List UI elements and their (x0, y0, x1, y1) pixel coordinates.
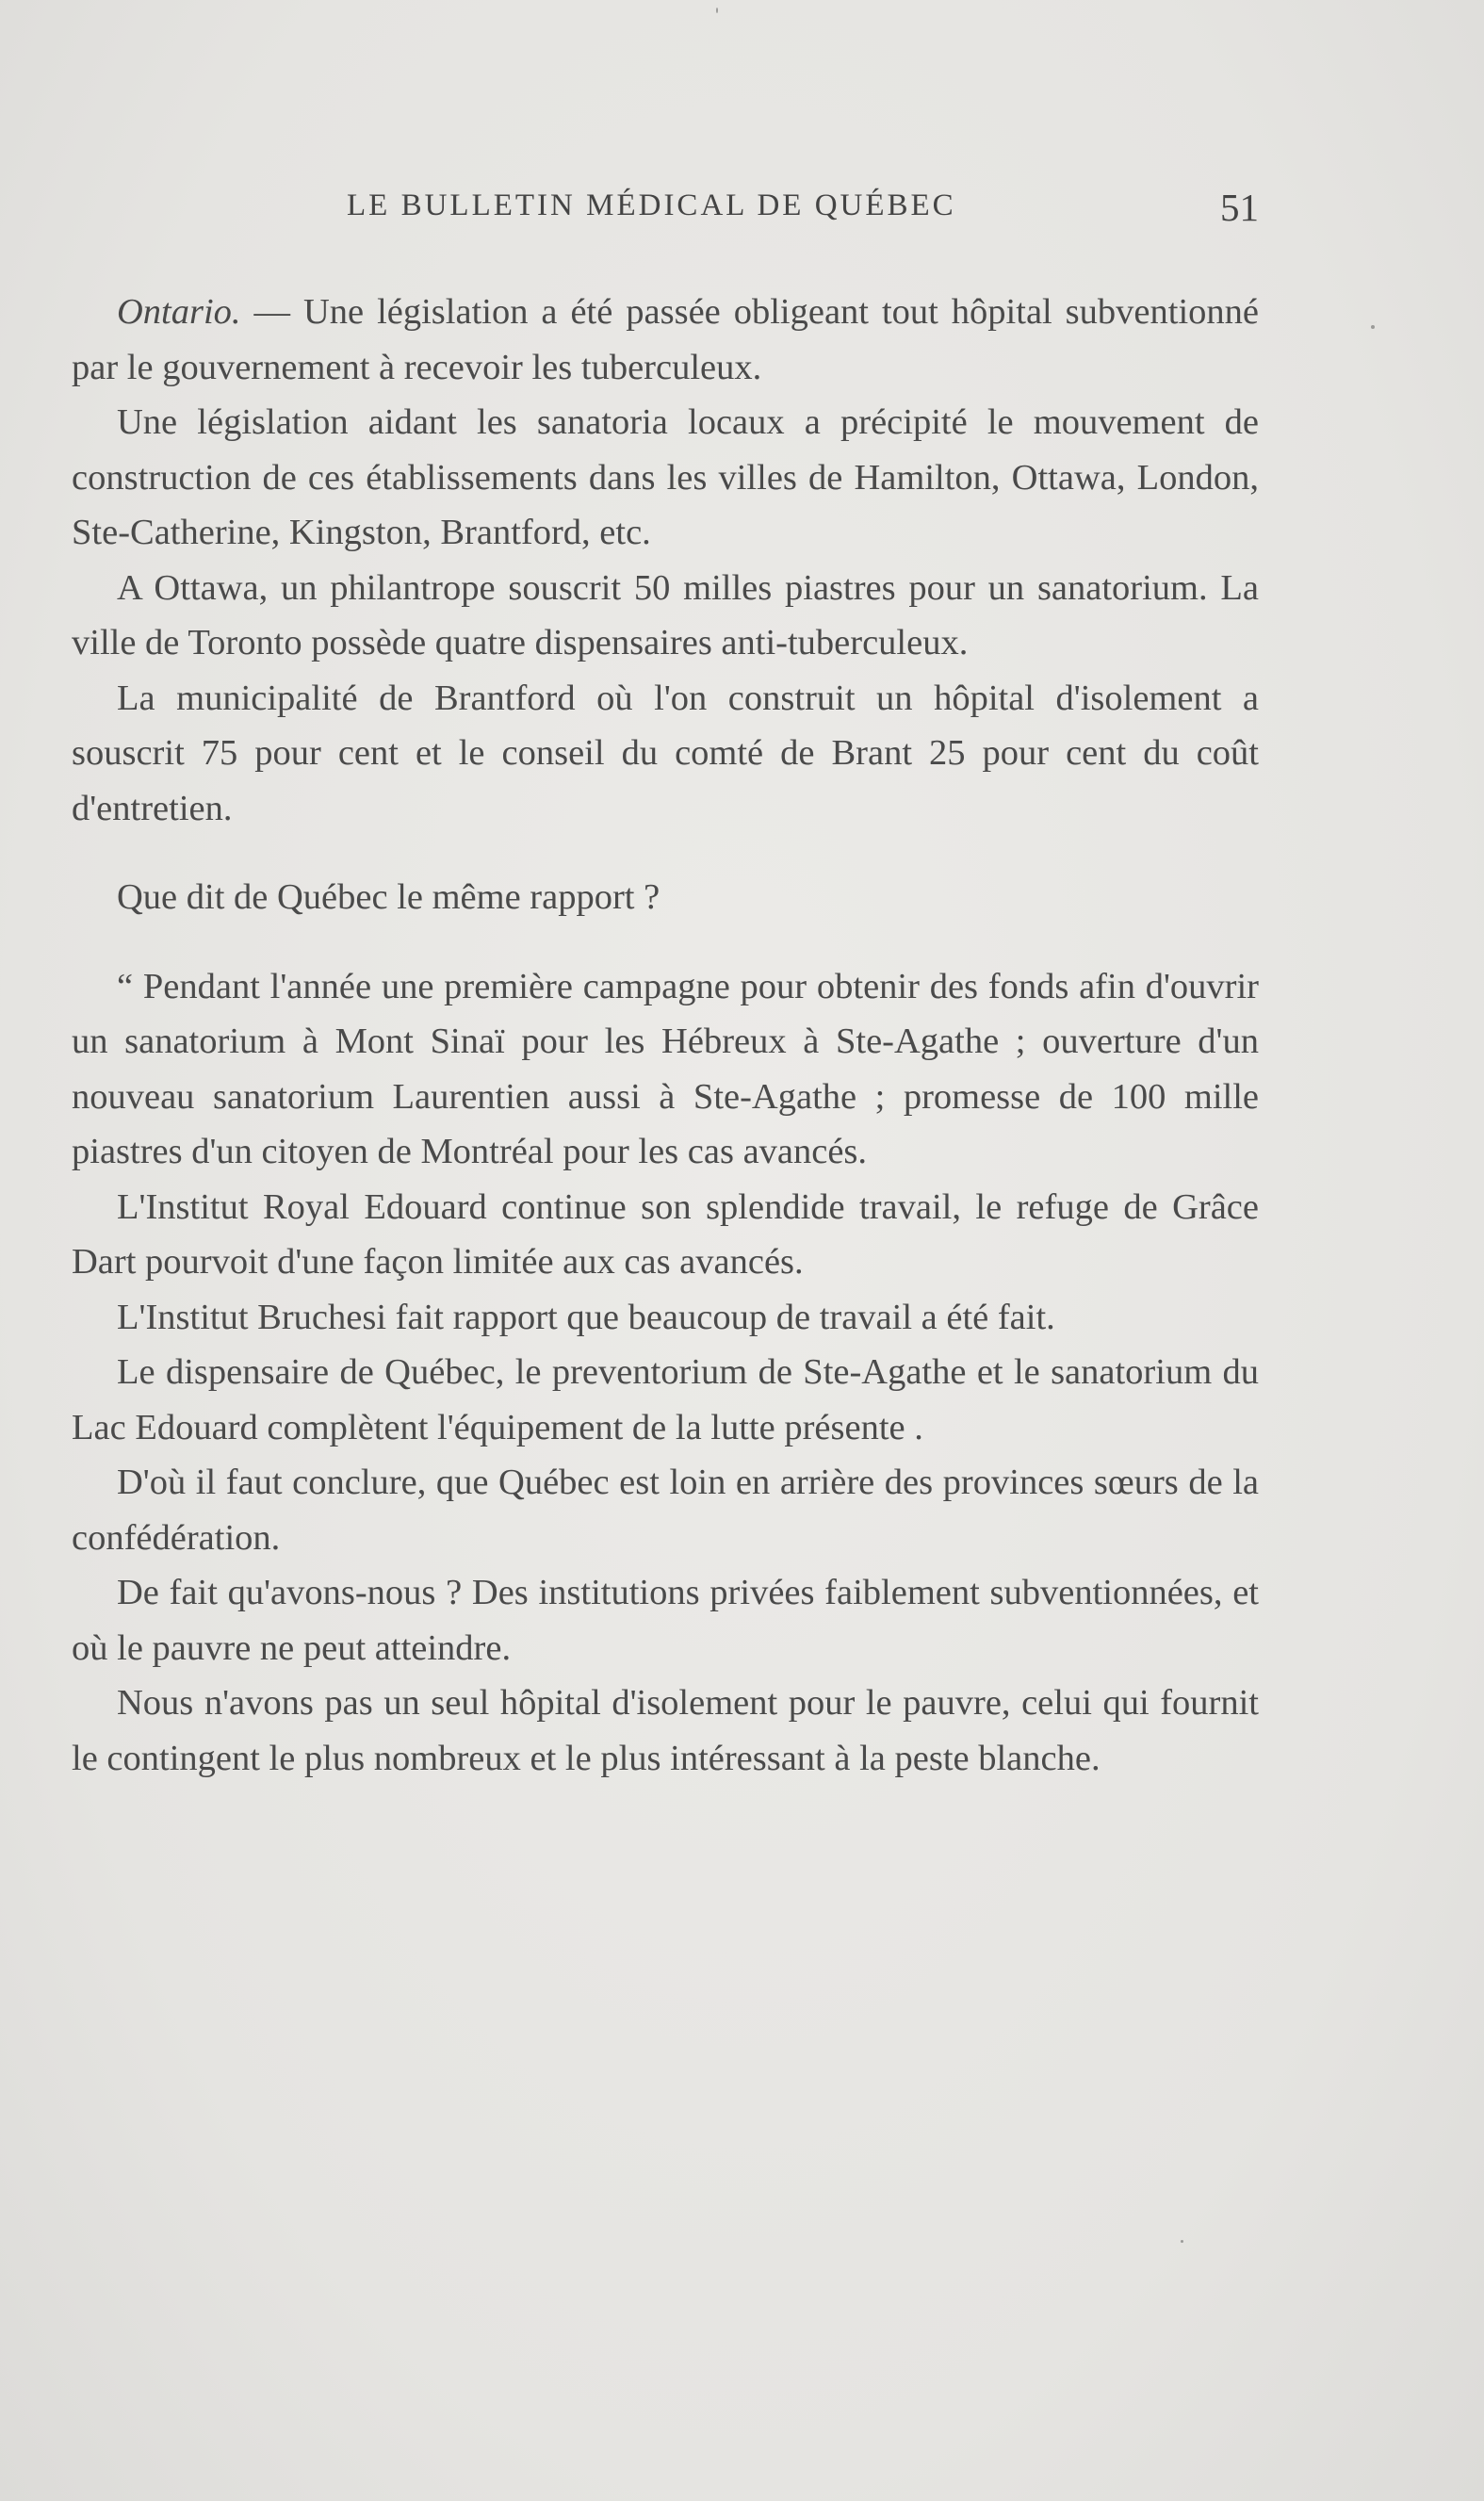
paragraph: La municipalité de Brantford où l'on construit un hôpital d'isolement a souscrit 75 pour cent et le conseil du comté de Brant 25 pour cent du coût d'entretien. (72, 678, 1259, 828)
paragraph: Une législation aidant les sanatoria locaux a précipité le mouvement de construction de ces établissements dans les villes de Hamilton, Ottawa, London, Ste-Catherine, Kingston, Brantford, etc. (72, 402, 1259, 552)
running-head: LE BULLETIN MÉDICAL DE QUÉBEC (347, 188, 956, 222)
paragraph: A Ottawa, un philantrope souscrit 50 milles piastres pour un sanatorium. La ville de Toronto possède quatre dispensaires anti-tuberculeux. (72, 567, 1259, 662)
paper-speck (716, 8, 718, 13)
paragraph-ontario (72, 285, 1259, 395)
paragraph: De fait qu'avons-nous ? Des institutions privées faiblement subventionnées, et où le pauvre ne peut atteindre. (72, 1573, 1259, 1668)
paragraph: L'Institut Bruchesi fait rapport que beaucoup de travail a été fait. (117, 1297, 1055, 1337)
paragraph: L'Institut Royal Edouard continue son splendide travail, le refuge de Grâce Dart pourvoit d'une façon limitée aux cas avancés. (72, 1186, 1259, 1282)
paragraph: D'où il faut conclure, que Québec est loin en arrière des provinces sœurs de la confédération. (72, 1463, 1259, 1558)
paragraph-lead-italic: Ontario. (117, 292, 241, 332)
paragraph: Le dispensaire de Québec, le preventorium de Ste-Agathe et le sanatorium du Lac Edouard complètent l'équipement de la lutte présente . (72, 1352, 1259, 1447)
paragraph-question: Que dit de Québec le même rapport ? (117, 877, 660, 917)
paper-speck (1371, 325, 1375, 329)
paragraph: Nous n'avons pas un seul hôpital d'isolement pour le pauvre, celui qui fournit le contingent le plus nombreux et le plus intéressant à la peste blanche. (72, 1683, 1259, 1778)
page-number: 51 (1220, 186, 1259, 229)
paragraph-quote: “ Pendant l'année une première campagne pour obtenir des fonds afin d'ouvrir un sanatorium à Mont Sinaï pour les Hébreux à Ste-Agathe ; ouverture d'un nouveau sanatorium Laurentien aussi à Ste-Agathe ; promesse de 100 mille piastres d'un citoyen de Montréal pour les cas avancés. (72, 966, 1259, 1171)
paragraph-text: — Une législation a été passée obligeant tout hôpital subventionné par le gouvernement à recevoir les tuberculeux. (72, 292, 1259, 387)
paper-speck (1181, 2240, 1183, 2243)
body-text (72, 285, 1259, 1786)
